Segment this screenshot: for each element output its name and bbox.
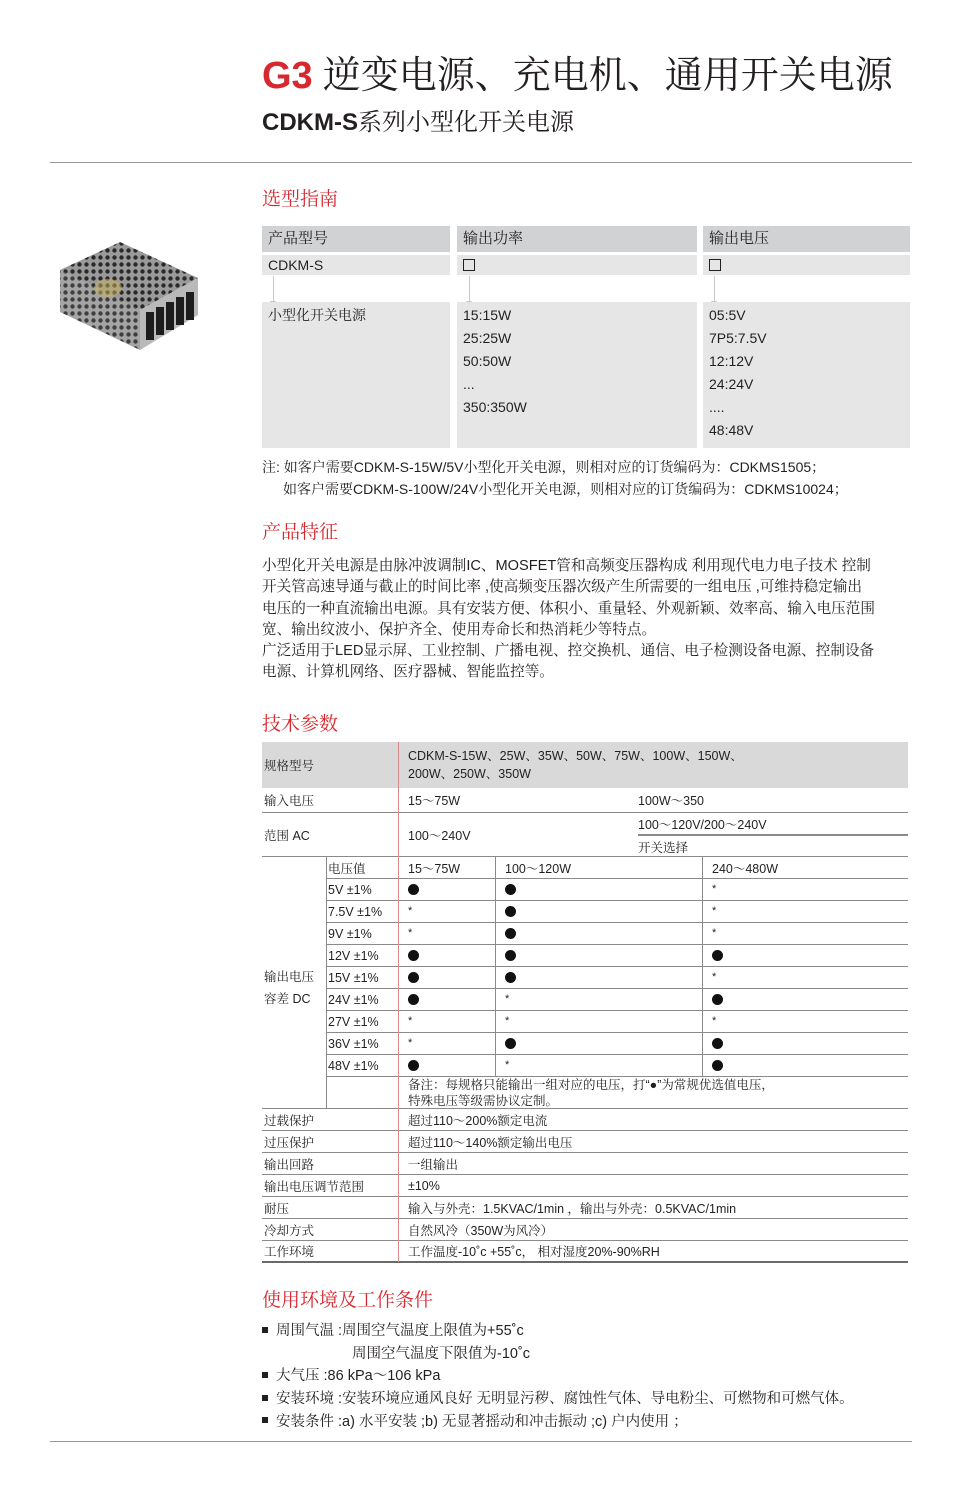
- voltage-value: 12V ±1%: [328, 948, 379, 963]
- row-label: 规格型号: [264, 759, 315, 773]
- voltage-value: 36V ±1%: [328, 1036, 379, 1051]
- asterisk-icon: *: [712, 927, 717, 939]
- mark-preferred: [408, 945, 419, 966]
- spec-label: 过载保护: [264, 1113, 315, 1128]
- section-title-tech: 技术参数: [262, 714, 339, 735]
- env-item: [262, 1365, 854, 1388]
- page-subtitle: [262, 108, 574, 138]
- asterisk-icon: *: [505, 993, 510, 1005]
- table-row-voltage: [326, 1011, 908, 1033]
- arrow-down-icon: [273, 276, 274, 304]
- table-row-voltage-header: [326, 857, 908, 879]
- voltage-value: 24V ±1%: [328, 992, 379, 1007]
- title-text: 逆变电源、充电机、通用开关电源: [322, 55, 893, 97]
- env-item: [262, 1320, 854, 1343]
- arrow-down-icon: [714, 276, 715, 304]
- env-label: 安装环境: [276, 1391, 334, 1408]
- arrow-down-icon: [469, 276, 470, 304]
- table-row-spec: [262, 1109, 908, 1131]
- bullet-icon: [262, 1372, 268, 1378]
- mark-preferred: [408, 1055, 419, 1076]
- voltage-value: 9V ±1%: [328, 926, 372, 941]
- voltage-value: 27V ±1%: [328, 1014, 379, 1029]
- env-value: :安装环境应通风良好 无明显污秽、腐蚀性气体、导电粉尘、可燃物和可燃气体。: [338, 1391, 854, 1408]
- asterisk-icon: *: [712, 905, 717, 917]
- subtitle-text: 系列小型化开关电源: [358, 109, 574, 136]
- env-item: [262, 1411, 854, 1434]
- mark-optional: [408, 1033, 412, 1054]
- model-code: CDKM-S: [262, 255, 450, 275]
- asterisk-icon: *: [505, 1059, 510, 1071]
- asterisk-icon: *: [408, 905, 413, 917]
- preferred-dot-icon: [505, 884, 516, 895]
- power-option: 50:50W: [463, 353, 512, 369]
- voltage-option: 05:5V: [709, 307, 746, 323]
- preferred-dot-icon: [408, 884, 419, 895]
- table-row-voltage: [326, 945, 908, 967]
- table-row-voltage: [326, 1033, 908, 1055]
- mark-optional: [408, 1011, 412, 1032]
- preferred-dot-icon: [408, 1060, 419, 1071]
- spec-label: 输出电压调节范围: [264, 1179, 365, 1194]
- power-option: 25:25W: [463, 330, 512, 346]
- asterisk-icon: *: [712, 1015, 717, 1027]
- input-high-range: 100W～350: [638, 794, 705, 808]
- mark-preferred: [408, 989, 419, 1010]
- mark-preferred: [505, 945, 516, 966]
- range-low: 100～240V: [408, 828, 471, 843]
- spec-label: 耐压: [264, 1201, 290, 1216]
- mark-preferred: [712, 989, 723, 1010]
- mark-optional: [712, 923, 716, 944]
- mark-optional: [408, 901, 412, 922]
- voltage-code-box: [703, 255, 910, 275]
- mark-optional: [505, 989, 509, 1010]
- voltage-value: 7.5V ±1%: [328, 904, 383, 919]
- mark-preferred: [505, 967, 516, 988]
- feature-line: 小型化开关电源是由脉冲波调制IC、MOSFET管和高频变压器构成 利用现代电力电子技术 控制: [262, 558, 871, 574]
- preferred-dot-icon: [712, 994, 723, 1005]
- mark-preferred: [505, 879, 516, 900]
- row-label: 范围 AC: [264, 828, 310, 843]
- power-option: 350:350W: [463, 399, 527, 415]
- remark-line: 特殊电压等级需协议定制。: [408, 1093, 559, 1108]
- feature-line: 宽、输出纹波小、保护齐全、使用寿命长和热消耗少等特点。: [262, 621, 657, 638]
- table-row-voltage: [326, 923, 908, 945]
- voltage-value: 5V ±1%: [328, 882, 372, 897]
- voltage-option: 24:24V: [709, 376, 754, 392]
- mark-preferred: [712, 945, 723, 966]
- env-value: :a) 水平安装 ;b) 无显著摇动和冲击振动 ;c) 户内使用 ；: [338, 1413, 688, 1430]
- preferred-dot-icon: [712, 950, 723, 961]
- table-row-voltage: [326, 1055, 908, 1077]
- remark: [408, 1077, 774, 1108]
- voltage-value: 15V ±1%: [328, 970, 379, 985]
- spec-label: 冷却方式: [264, 1223, 315, 1238]
- power-options: [457, 302, 697, 448]
- preferred-dot-icon: [712, 1060, 723, 1071]
- grid-line: [495, 857, 496, 1077]
- mark-preferred: [712, 1055, 723, 1076]
- table-row-spec: [262, 1175, 908, 1197]
- voltage-option: ....: [709, 399, 725, 415]
- spec-label: 过压保护: [264, 1135, 315, 1150]
- bullet-icon: [262, 1327, 268, 1333]
- table-row-model: [262, 742, 908, 788]
- grid-line: [326, 857, 327, 1109]
- voltage-option: 12:12V: [709, 353, 754, 369]
- col-header-voltage: 输出电压: [703, 226, 910, 252]
- environment-list: [262, 1320, 854, 1434]
- note-line: 注: 如客户需要CDKM-S-15W/5V小型化开关电源，则相对应的订货编码为：CDKMS1505；: [262, 459, 826, 475]
- spec-value: 超过110～140%额定输出电压: [408, 1135, 573, 1150]
- preferred-dot-icon: [408, 994, 419, 1005]
- product-image: [48, 240, 208, 355]
- power-option: 15:15W: [463, 307, 512, 323]
- power-col-header: 100～120W: [505, 861, 572, 876]
- mark-preferred: [505, 923, 516, 944]
- power-col-header: 15～75W: [408, 861, 461, 876]
- spec-value: 工作温度-10˚c +55˚c， 相对湿度20%-90%RH: [408, 1245, 660, 1259]
- section-title-selection: 选型指南: [262, 189, 339, 210]
- voltage-option: 48:48V: [709, 422, 754, 438]
- preferred-dot-icon: [505, 1038, 516, 1049]
- range-high: 100～120V/200～240V: [638, 817, 767, 832]
- table-row-remark: [262, 1077, 908, 1109]
- voltage-header: 电压值: [328, 861, 366, 876]
- table-row-spec: [262, 1153, 908, 1175]
- env-value: :86 kPa～106 kPa: [323, 1368, 441, 1385]
- bullet-icon: [262, 1417, 268, 1423]
- row-value: [408, 742, 743, 788]
- feature-line: 电压的一种直流输出电源。具有安装方便、体积小、重量轻、外观新颖、效率高、输入电压范围: [262, 600, 875, 617]
- mark-preferred: [712, 1033, 723, 1054]
- asterisk-icon: *: [712, 883, 717, 895]
- asterisk-icon: *: [408, 927, 413, 939]
- spec-value: 自然风冷（350W为风冷）: [408, 1223, 554, 1238]
- power-option: ...: [463, 376, 475, 392]
- preferred-dot-icon: [712, 1038, 723, 1049]
- feature-line: 开关管高速导通与截止的时间比率 ,使高频变压器次级产生所需要的一组电压 ,可维持稳定输出: [262, 579, 862, 596]
- feature-line: 电源、计算机网络、医疗器械、智能监控等。: [262, 664, 554, 681]
- mark-optional: [712, 879, 716, 900]
- preferred-dot-icon: [408, 950, 419, 961]
- output-voltage-label: [264, 955, 314, 1021]
- voltage-value: 48V ±1%: [328, 1058, 379, 1073]
- env-label: 大气压: [276, 1368, 320, 1385]
- divider-bottom: [50, 1441, 912, 1442]
- table-row-spec: [262, 1197, 908, 1219]
- input-low-range: 15～75W: [408, 794, 461, 808]
- table-row-input: [262, 788, 908, 813]
- table-row-voltage: [326, 967, 908, 989]
- spec-label: 输出回路: [264, 1157, 315, 1172]
- mark-optional: [712, 1011, 716, 1032]
- env-label: 周围气温: [276, 1323, 334, 1339]
- mark-preferred: [408, 967, 419, 988]
- page-title: [262, 54, 893, 98]
- spec-value: ±10%: [408, 1178, 440, 1193]
- switch-select: 开关选择: [638, 840, 689, 855]
- note-line: 如客户需要CDKM-S-100W/24V小型化开关电源，则相对应的订货编码为：CDKMS10024；: [283, 481, 848, 497]
- preferred-dot-icon: [505, 928, 516, 939]
- mark-preferred: [505, 1033, 516, 1054]
- label-line: 输出电压: [264, 970, 315, 984]
- table-row-spec: [262, 1219, 908, 1241]
- column-divider: [398, 742, 399, 1262]
- power-col-header: 240～480W: [712, 861, 779, 876]
- spec-value: 超过110～200%额定电流: [408, 1113, 548, 1128]
- table-row-voltage: [326, 901, 908, 923]
- preferred-dot-icon: [505, 950, 516, 961]
- power-code-box: [457, 255, 697, 275]
- section-code: G3: [262, 55, 313, 97]
- env-value: :周围空气温度上限值为+55˚c: [338, 1323, 524, 1339]
- col-header-model: 产品型号: [262, 226, 450, 252]
- voltage-options: [703, 302, 910, 448]
- section-title-features: 产品特征: [262, 522, 339, 543]
- model-description-text: 小型化开关电源: [268, 307, 366, 323]
- spec-label: 工作环境: [264, 1245, 315, 1259]
- preferred-dot-icon: [408, 972, 419, 983]
- spec-value: 一组输出: [408, 1157, 459, 1172]
- table-row-range: [262, 813, 908, 857]
- mark-preferred: [408, 879, 419, 900]
- section-title-environment: 使用环境及工作条件: [262, 1290, 434, 1311]
- label-line: 容差 DC: [264, 992, 311, 1006]
- mark-optional: [505, 1055, 509, 1076]
- model-description: [262, 302, 450, 448]
- remark-line: 备注：每规格只能输出一组对应的电压，打“●”为常规优选值电压，: [408, 1077, 774, 1092]
- ordering-note: [262, 456, 848, 500]
- table-row-spec: [262, 1241, 908, 1263]
- grid-line: [702, 857, 703, 1077]
- model-list-line: 200W、250W、350W: [408, 767, 531, 781]
- mark-optional: [712, 967, 716, 988]
- col-header-power: 输出功率: [457, 226, 697, 252]
- mark-optional: [505, 1011, 509, 1032]
- checkbox-icon: [709, 259, 721, 271]
- table-row-voltage: [326, 879, 908, 901]
- table-row-spec: [262, 1131, 908, 1153]
- subtitle-model: CDKM-S: [262, 109, 358, 136]
- mark-optional: [408, 923, 412, 944]
- table-row-voltage: [326, 989, 908, 1011]
- divider-top: [50, 162, 912, 163]
- spec-value: 输入与外壳：1.5KVAC/1min ，输出与外壳：0.5KVAC/1min: [408, 1201, 737, 1216]
- env-item: [262, 1388, 854, 1411]
- env-value-extra: 周围空气温度下限值为-10˚c: [352, 1345, 531, 1362]
- preferred-dot-icon: [505, 972, 516, 983]
- features-paragraph: [262, 556, 912, 684]
- asterisk-icon: *: [712, 971, 717, 983]
- mark-preferred: [505, 901, 516, 922]
- bullet-icon: [262, 1395, 268, 1401]
- mark-optional: [712, 901, 716, 922]
- row-label: 输入电压: [264, 794, 315, 808]
- asterisk-icon: *: [408, 1015, 413, 1027]
- asterisk-icon: *: [408, 1037, 413, 1049]
- asterisk-icon: *: [505, 1015, 510, 1027]
- feature-line: 广泛适用于LED显示屏、工业控制、广播电视、控交换机、通信、电子检测设备电源、控制设备: [262, 643, 875, 660]
- model-list-line: CDKM-S-15W、25W、35W、50W、75W、100W、150W、: [408, 749, 743, 763]
- env-label: 安装条件: [276, 1413, 334, 1430]
- voltage-option: 7P5:7.5V: [709, 330, 767, 346]
- checkbox-icon: [463, 259, 475, 271]
- preferred-dot-icon: [505, 906, 516, 917]
